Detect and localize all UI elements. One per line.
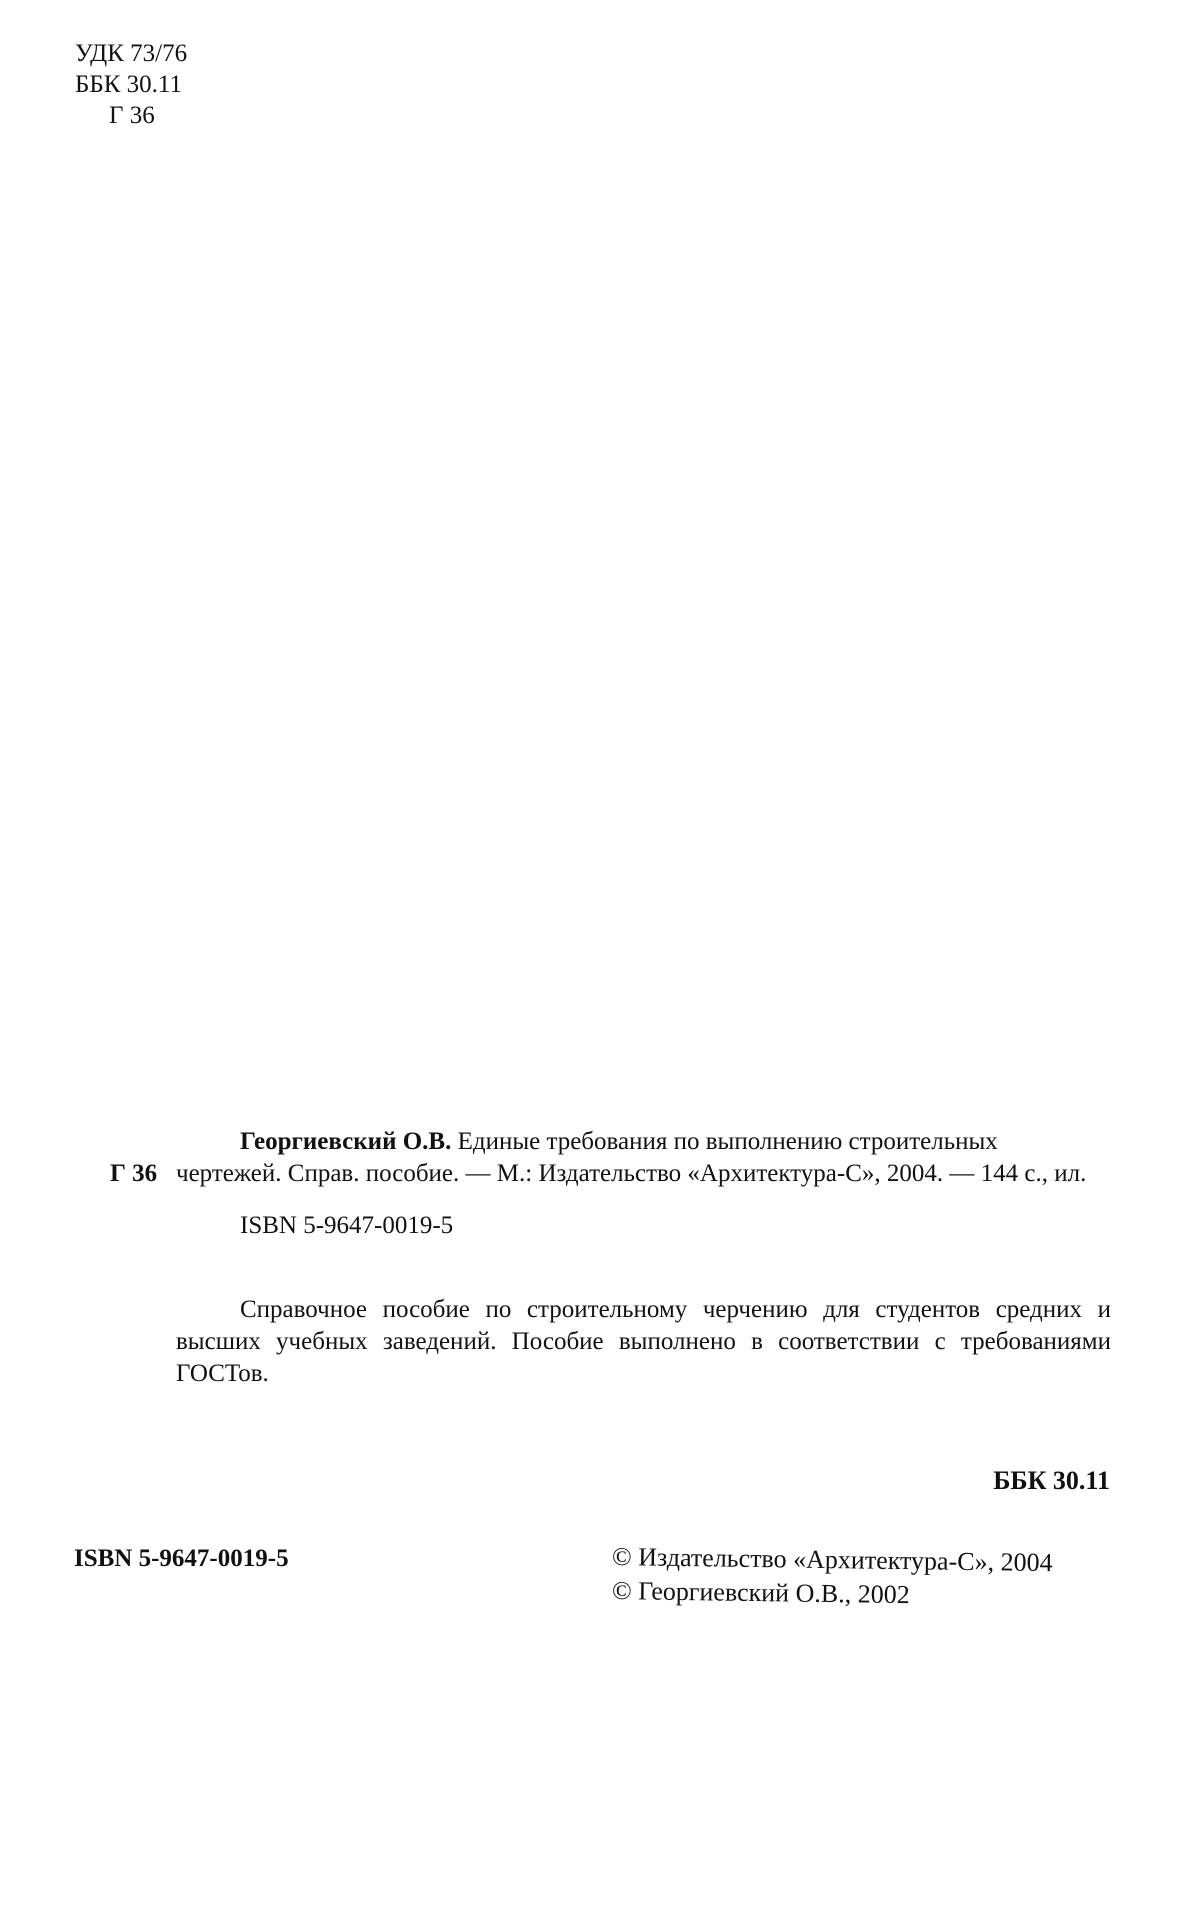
entry-isbn: ISBN 5-9647-0019-5: [240, 1212, 454, 1239]
bbk-code: ББК 30.11: [75, 71, 182, 98]
author-mark-code: Г 36: [109, 102, 155, 129]
copyright-author: © Георгиевский О.В., 2002: [611, 1576, 910, 1610]
classification-codes: [75, 38, 187, 131]
entry-title-line-1: Единые требования по выполнению строительных: [457, 1128, 998, 1155]
bbk-index: ББК 30.11: [993, 1466, 1110, 1495]
bibliographic-entry: [88, 1126, 1111, 1190]
entry-author-mark: Г 36: [110, 1160, 158, 1187]
copyrights: [612, 1540, 1053, 1608]
isbn-bottom: ISBN 5-9647-0019-5: [74, 1545, 289, 1572]
entry-author: Георгиевский О.В.: [240, 1128, 452, 1155]
entry-text: [176, 1126, 1111, 1190]
entry-first-line: [176, 1126, 1111, 1158]
entry-title-rest: чертежей. Справ. пособие. — М.: Издательство «Архитектура-С», 2004. — 144 с., ил.: [176, 1160, 1087, 1187]
annotation: Справочное пособие по строительному черчению для студентов средних и высших учебных заведений. Пособие выполнено в соответствии с требованиями ГОСТов.: [176, 1296, 1111, 1387]
copyright-publisher: © Издательство «Архитектура-С», 2004: [611, 1542, 1053, 1578]
bibliographic-record: [88, 1126, 1111, 1390]
udk-code: УДК 73/76: [75, 40, 188, 67]
